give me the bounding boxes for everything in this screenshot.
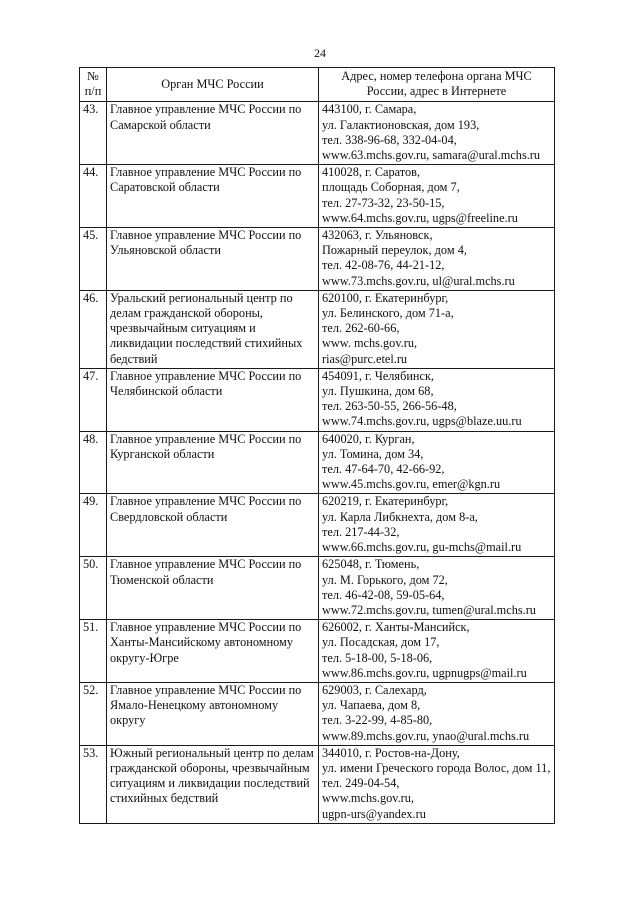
organization-cell (107, 620, 319, 683)
organization-cell (107, 494, 319, 557)
address-line: тел. 42-08-76, 44-21-12, (322, 258, 445, 273)
organization-cell (107, 682, 319, 745)
address-line: тел. 5-18-00, 5-18-06, (322, 650, 433, 665)
address-cell (319, 165, 555, 228)
header-address-label: Адрес, номер телефона органа МЧС России, адрес в Интернете (341, 69, 532, 99)
address-line: тел. 249-04-54, (322, 776, 400, 791)
table-row (80, 745, 555, 823)
address-line: тел. 47-64-70, 42-66-92, (322, 462, 445, 477)
mchs-organizations-table (79, 67, 555, 824)
table-row (80, 102, 555, 165)
address-cell (319, 745, 555, 823)
address-line: 626002, г. Ханты-Мансийск, (322, 620, 470, 635)
address-line: площадь Соборная, дом 7, (322, 180, 460, 195)
organization-name: Главное управление МЧС России по Ямало-Ненецкому автономному округу (110, 682, 302, 728)
row-number: 45. (80, 228, 107, 291)
address-line: тел. 217-44-32, (322, 524, 400, 539)
address-cell (319, 228, 555, 291)
row-number: 46. (80, 290, 107, 368)
address-line: тел. 263-50-55, 266-56-48, (322, 399, 457, 414)
address-cell (319, 682, 555, 745)
address-line: тел. 46-42-08, 59-05-64, (322, 587, 445, 602)
table-row (80, 290, 555, 368)
table-header-row (80, 68, 555, 102)
organization-name: Главное управление МЧС России по Саратовской области (110, 165, 302, 195)
address-cell (319, 368, 555, 431)
table-row (80, 682, 555, 745)
address-line: 432063, г. Ульяновск, (322, 228, 433, 243)
address-cell (319, 557, 555, 620)
address-line: 443100, г. Самара, (322, 102, 417, 117)
address-line: ул. Белинского, дом 71-а, (322, 306, 454, 321)
address-line: ул. имени Греческого города Волос, дом 11, (322, 760, 551, 775)
page-number: 24 (314, 46, 326, 60)
organization-name: Главное управление МЧС России по Тюменской области (110, 557, 302, 587)
row-number: 50. (80, 557, 107, 620)
organization-name: Главное управление МЧС России по Ульяновской области (110, 228, 302, 258)
table-row (80, 228, 555, 291)
address-line: www.66.mchs.gov.ru, gu-mchs@mail.ru (322, 540, 522, 555)
row-number: 52. (80, 682, 107, 745)
table-row (80, 431, 555, 494)
organization-cell (107, 290, 319, 368)
organization-cell (107, 228, 319, 291)
address-line: 454091, г. Челябинск, (322, 368, 435, 383)
table-row (80, 620, 555, 683)
row-number: 43. (80, 102, 107, 165)
address-line: 629003, г. Салехард, (322, 682, 427, 697)
organization-cell (107, 165, 319, 228)
address-line: www.72.mchs.gov.ru, tumen@ural.mchs.ru (322, 602, 536, 617)
header-address (319, 68, 555, 102)
row-number: 53. (80, 745, 107, 823)
organization-cell (107, 431, 319, 494)
address-line: ул. Пушкина, дом 68, (322, 384, 434, 399)
organization-cell (107, 102, 319, 165)
address-line: 620219, г. Екатеринбург, (322, 494, 449, 509)
address-line: ул. М. Горького, дом 72, (322, 572, 448, 587)
organization-name: Главное управление МЧС России по Самарской области (110, 102, 302, 132)
row-number: 49. (80, 494, 107, 557)
organization-name: Главное управление МЧС России по Челябинской области (110, 368, 302, 399)
header-number-label: № п/п (84, 69, 102, 99)
header-organization-label: Орган МЧС России (161, 76, 264, 91)
header-number (80, 68, 107, 102)
address-line: ул. Чапаева, дом 8, (322, 698, 421, 713)
address-line: Пожарный переулок, дом 4, (322, 243, 467, 258)
organization-cell (107, 368, 319, 431)
organization-name: Главное управление МЧС России по Свердловской области (110, 494, 302, 524)
address-line: rias@purc.etel.ru (322, 351, 408, 366)
address-line: 625048, г. Тюмень, (322, 557, 420, 572)
address-line: тел. 338-96-68, 332-04-04, (322, 132, 457, 147)
organization-name: Уральский региональный центр по делам гражданской обороны, чрезвычайным ситуациям и ликвидации последствий стихийных бедствий (110, 290, 303, 366)
address-line: ugpn-urs@yandex.ru (322, 806, 426, 821)
address-line: ул. Карла Либкнехта, дом 8-а, (322, 509, 478, 524)
address-line: 410028, г. Саратов, (322, 165, 421, 180)
address-cell (319, 431, 555, 494)
organization-name: Южный региональный центр по делам гражданской обороны, чрезвычайным ситуациям и ликвидации последствий стихийных бедствий (110, 745, 314, 806)
address-line: тел. 3-22-99, 4-85-80, (322, 713, 433, 728)
organization-name: Главное управление МЧС России по Курганской области (110, 431, 302, 461)
table-row (80, 368, 555, 431)
address-line: www.73.mchs.gov.ru, ul@ural.mchs.ru (322, 273, 515, 288)
address-cell (319, 620, 555, 683)
row-number: 48. (80, 431, 107, 494)
address-cell (319, 290, 555, 368)
address-line: www. mchs.gov.ru, (322, 336, 418, 351)
address-line: www.74.mchs.gov.ru, ugps@blaze.uu.ru (322, 414, 522, 429)
table-row (80, 557, 555, 620)
table-row (80, 165, 555, 228)
address-line: ул. Галактионовская, дом 193, (322, 117, 480, 132)
address-cell (319, 494, 555, 557)
address-line: 344010, г. Ростов-на-Дону, (322, 745, 460, 760)
address-line: тел. 262-60-66, (322, 321, 400, 336)
address-line: ул. Томина, дом 34, (322, 446, 424, 461)
address-line: ул. Посадская, дом 17, (322, 635, 440, 650)
address-line: www.89.mchs.gov.ru, ynao@ural.mchs.ru (322, 728, 530, 743)
organization-cell (107, 745, 319, 823)
row-number: 51. (80, 620, 107, 683)
row-number: 44. (80, 165, 107, 228)
address-line: www.64.mchs.gov.ru, ugps@freeline.ru (322, 210, 518, 225)
address-cell (319, 102, 555, 165)
table-body (80, 102, 555, 823)
address-line: 620100, г. Екатеринбург, (322, 290, 449, 305)
address-line: 640020, г. Курган, (322, 431, 415, 446)
table-row (80, 494, 555, 557)
address-line: www.63.mchs.gov.ru, samara@ural.mchs.ru (322, 148, 541, 163)
address-line: тел. 27-73-32, 23-50-15, (322, 195, 445, 210)
row-number: 47. (80, 368, 107, 431)
address-line: www.45.mchs.gov.ru, emer@kgn.ru (322, 477, 501, 492)
address-line: www.mchs.gov.ru, (322, 791, 414, 806)
header-organization (107, 68, 319, 102)
organization-cell (107, 557, 319, 620)
organization-name: Главное управление МЧС России по Ханты-Мансийскому автономному округу-Югре (110, 620, 302, 665)
address-line: www.86.mchs.gov.ru, ugpnugps@mail.ru (322, 665, 527, 680)
